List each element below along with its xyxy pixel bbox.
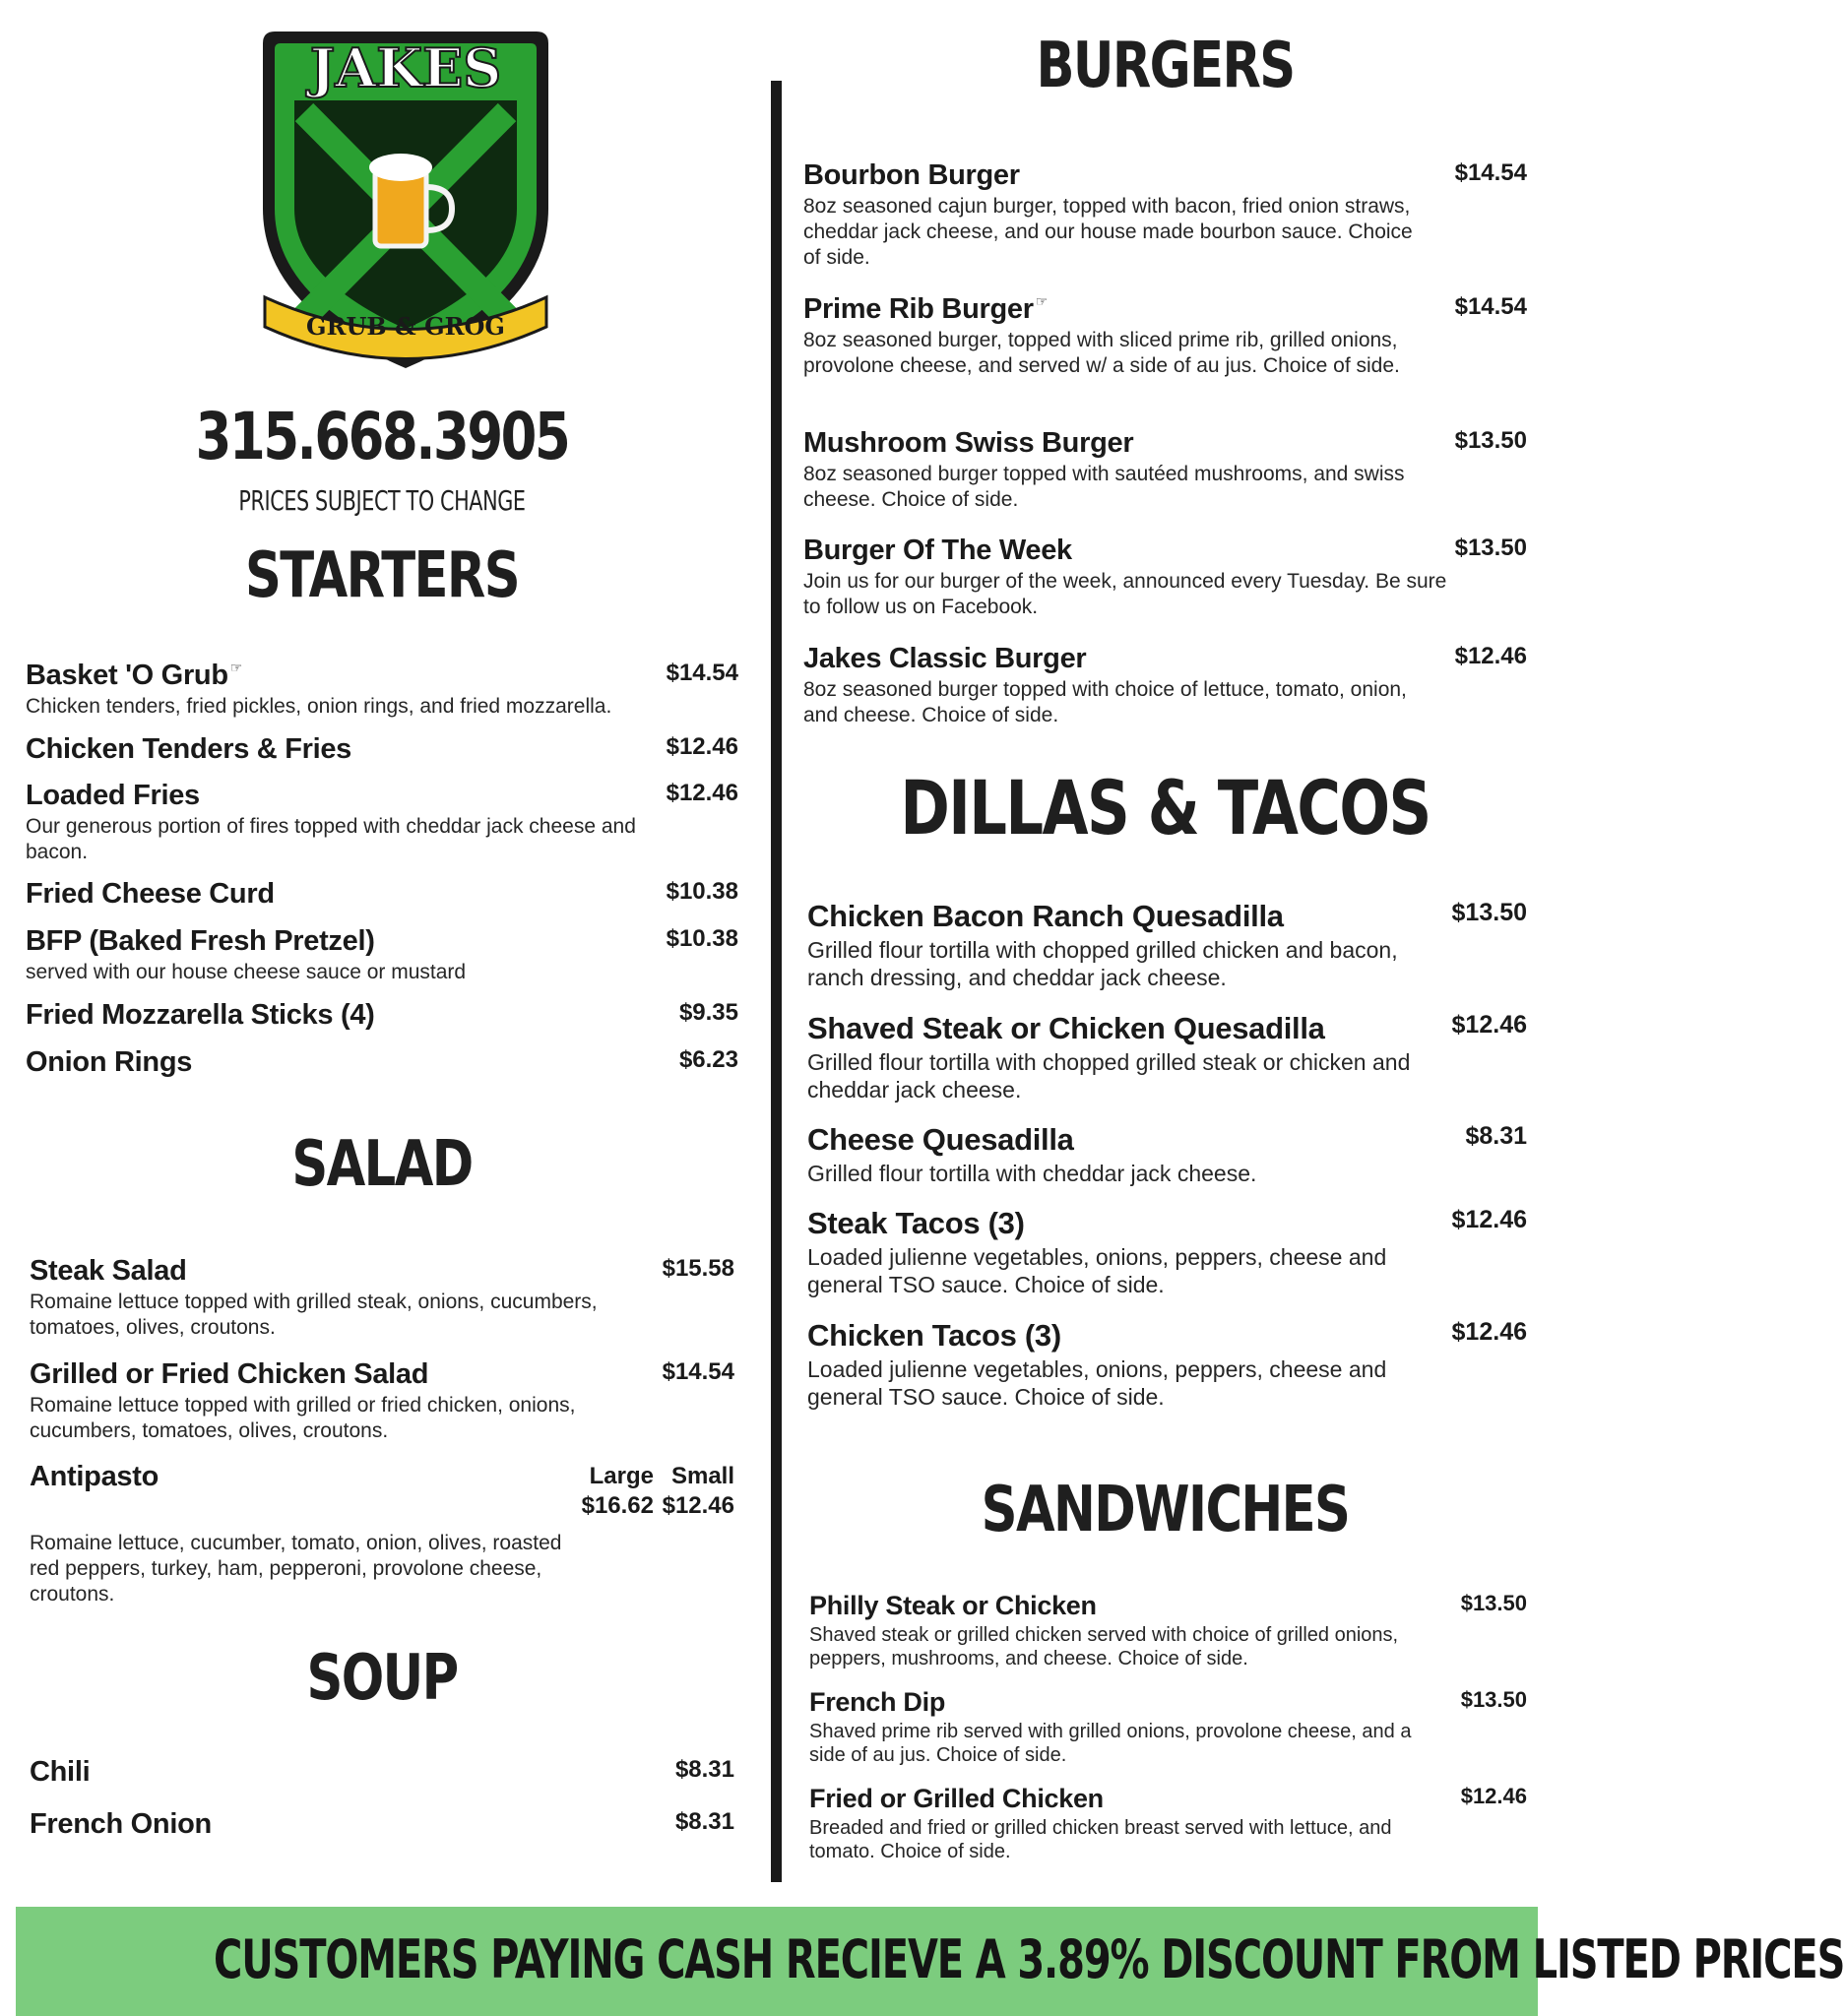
menu-item: Chicken Tacos (3) $12.46 Loaded julienne vegetables, onions, peppers, cheese and general TSO sauce. Choice of side. xyxy=(807,1318,1527,1410)
menu-item: Loaded Fries $12.46 Our generous portion of fires topped with cheddar jack cheese and bacon. xyxy=(26,780,738,863)
cash-discount-text: CUSTOMERS PAYING CASH RECIEVE A 3.89% DISCOUNT FROM LISTED PRICES xyxy=(213,1928,1844,1990)
menu-item: Fried Mozzarella Sticks (4) $9.35 xyxy=(26,999,738,1031)
section-title-sandwiches: SANDWICHES xyxy=(981,1474,1350,1546)
menu-item: Steak Salad $15.58 Romaine lettuce topped with grilled steak, onions, cucumbers, tomatoes, olives, croutons. xyxy=(30,1255,734,1339)
section-title-soup: SOUP xyxy=(306,1642,458,1715)
menu-item: Jakes Classic Burger $12.46 8oz seasoned burger topped with choice of lettuce, tomato, onion, and cheese. Choice of side. xyxy=(803,643,1527,726)
phone-number: 315.668.3905 xyxy=(195,399,569,474)
menu-item: Onion Rings $6.23 xyxy=(26,1046,738,1078)
prices-note: PRICES SUBJECT TO CHANGE xyxy=(238,484,526,517)
section-title-salad: SALAD xyxy=(291,1128,473,1201)
svg-text:GRUB & GROG: GRUB & GROG xyxy=(306,312,505,341)
menu-item: Burger Of The Week $13.50 Join us for our burger of the week, announced every Tuesday. Be sure to follow us on Facebook. xyxy=(803,535,1527,618)
menu-item: Fried Cheese Curd $10.38 xyxy=(26,878,738,910)
menu-item: Philly Steak or Chicken $13.50 Shaved steak or grilled chicken served with choice of grilled onions, peppers, mushrooms, and cheese. Choice of side. xyxy=(809,1591,1527,1670)
menu-item: Chicken Bacon Ranch Quesadilla $13.50 Grilled flour tortilla with chopped grilled chicken and bacon, ranch dressing, and cheddar jack cheese. xyxy=(807,899,1527,990)
menu-item: Bourbon Burger $14.54 8oz seasoned cajun burger, topped with bacon, fried onion straws, cheddar jack cheese, and our house made bourbon sauce. Choice of side. xyxy=(803,159,1527,269)
section-title-burgers: BURGERS xyxy=(1036,30,1295,102)
section-title-dillas-tacos: DILLAS & TACOS xyxy=(900,764,1431,851)
menu-item: BFP (Baked Fresh Pretzel) $10.38 served with our house cheese sauce or mustard xyxy=(26,925,738,983)
svg-text:JAKES: JAKES xyxy=(309,36,502,99)
menu-item: Shaved Steak or Chicken Quesadilla $12.46 Grilled flour tortilla with chopped grilled steak or chicken and cheddar jack cheese. xyxy=(807,1011,1527,1102)
cash-discount-banner xyxy=(16,1907,1844,2016)
menu-item: Grilled or Fried Chicken Salad $14.54 Romaine lettuce topped with grilled or fried chicken, onions, cucumbers, tomatoes, olives, croutons. xyxy=(30,1358,734,1442)
pointer-icon: ☞ xyxy=(229,660,243,675)
menu-item: French Dip $13.50 Shaved prime rib served with grilled onions, provolone cheese, and a side of au jus. Choice of side. xyxy=(809,1687,1527,1766)
menu-item: Cheese Quesadilla $8.31 Grilled flour tortilla with cheddar jack cheese. xyxy=(807,1122,1527,1186)
menu-item: Basket 'O Grub ☞ $14.54 Chicken tenders, fried pickles, onion rings, and fried mozzarella. xyxy=(26,660,738,718)
menu-item: Prime Rib Burger ☞ $14.54 8oz seasoned burger, topped with sliced prime rib, grilled onions, provolone cheese, and served w/ a side of au jus. Choice of side. xyxy=(803,293,1527,377)
column-divider xyxy=(771,81,782,1882)
jakes-logo xyxy=(255,22,556,372)
menu-item: Fried or Grilled Chicken $12.46 Breaded and fried or grilled chicken breast served with lettuce, and tomato. Choice of side. xyxy=(809,1784,1527,1862)
pointer-icon: ☞ xyxy=(1035,293,1048,309)
menu-item: Chicken Tenders & Fries $12.46 xyxy=(26,733,738,765)
menu-item: Chili $8.31 xyxy=(30,1756,734,1788)
menu-item: Antipasto Large Small $16.62 $12.46 Romaine lettuce, cucumber, tomato, onion, olives, roasted red peppers, turkey, ham, pepperoni, provolone cheese, croutons. xyxy=(30,1461,734,1606)
menu-item: Mushroom Swiss Burger $13.50 8oz seasoned burger topped with sautéed mushrooms, and swiss cheese. Choice of side. xyxy=(803,427,1527,511)
section-title-starters: STARTERS xyxy=(245,539,519,612)
menu-item: French Onion $8.31 xyxy=(30,1808,734,1840)
menu-item: Steak Tacos (3) $12.46 Loaded julienne vegetables, onions, peppers, cheese and general TSO sauce. Choice of side. xyxy=(807,1206,1527,1297)
